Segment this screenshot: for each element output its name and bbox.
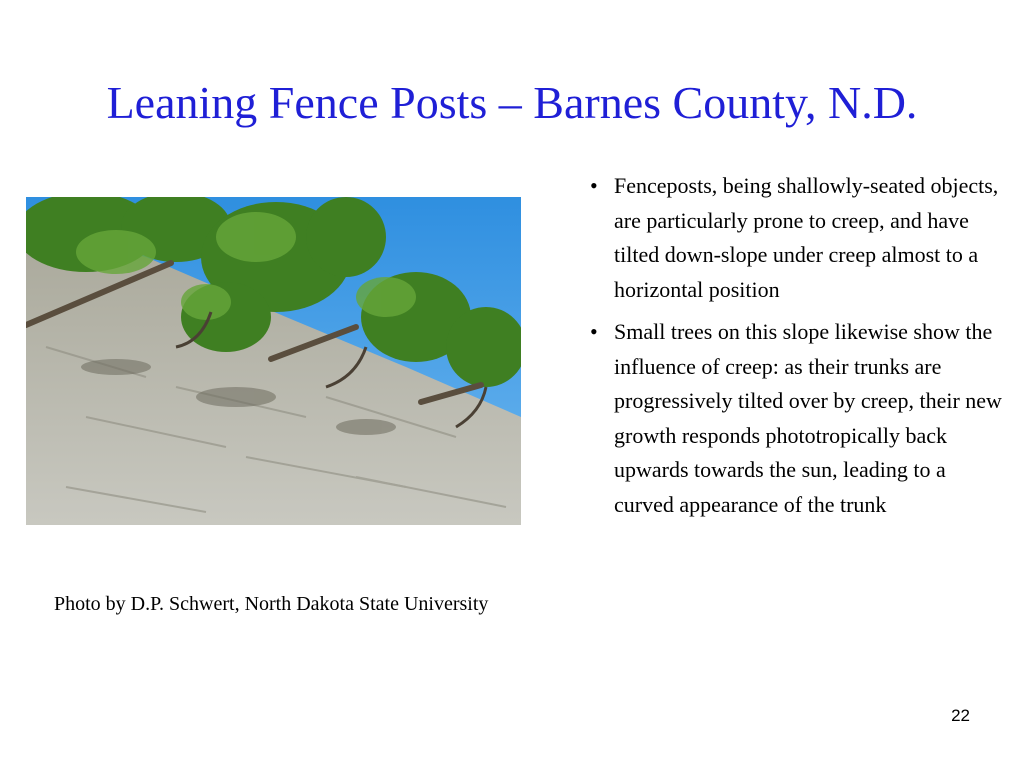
photo-caption: Photo by D.P. Schwert, North Dakota State University [54,593,489,615]
bullet-item [584,315,1004,522]
slide-title: Leaning Fence Posts – Barnes County, N.D. [106,77,918,128]
bullet-list [584,169,1004,530]
bullet-marker: • [590,173,598,198]
hillside-photo [26,197,521,525]
bullet-item [584,169,1004,307]
bullet-text: Fenceposts, being shallowly-seated objects, are particularly prone to creep, and have tilted down-slope under creep almost to a horizontal position [614,173,999,302]
page-number: 22 [951,706,970,725]
bullet-marker: • [590,319,598,344]
bullet-text: Small trees on this slope likewise show the influence of creep: as their trunks are progressively tilted over by creep, their new growth responds phototropically back upwards towards the sun, leading to a curved appearance of the trunk [614,319,1002,517]
